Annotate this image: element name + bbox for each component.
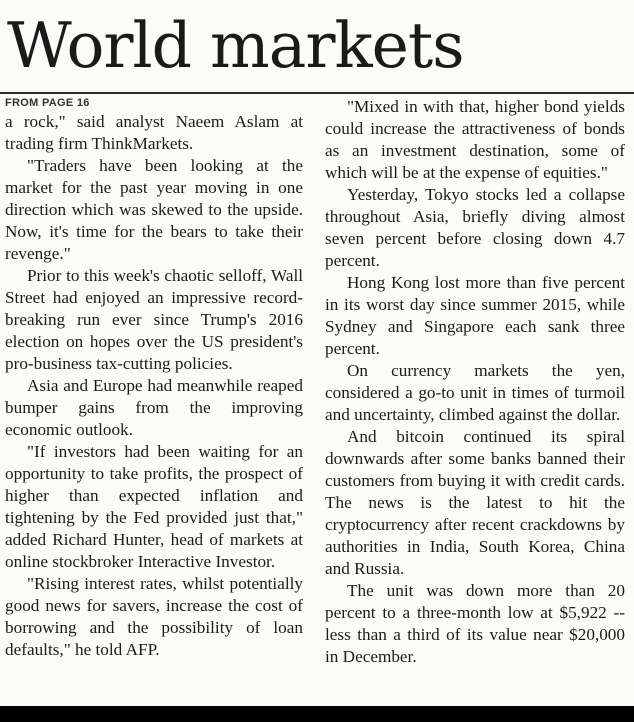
paragraph: The unit was down more than 20 percent to a three-month low at $5,922 -- less than a third of its value near $20,000 in December.: [325, 581, 625, 666]
headline-rule: [0, 92, 634, 94]
paragraph: Asia and Europe had meanwhile reaped bumper gains from the improving economic outlook.: [5, 376, 303, 439]
paragraph: Hong Kong lost more than five percent in its worst day since summer 2015, while Sydney and Singapore each sank three percent.: [325, 273, 625, 358]
headline: World markets: [7, 9, 464, 82]
paragraph: And bitcoin continued its spiral downwards after some banks banned their customers from buying it with credit cards. The news is the latest to hit the cryptocurrency after recent crackdowns by authorities in India, South Korea, China and Russia.: [325, 427, 625, 578]
paragraph: "Traders have been looking at the market for the past year moving in one direction which was skewed to the upside. Now, it's time for the bears to take their revenge.": [5, 156, 303, 263]
paragraph: a rock," said analyst Naeem Aslam at trading firm ThinkMarkets.: [5, 112, 303, 153]
article-column-left: [5, 96, 303, 661]
paragraph: "Mixed in with that, higher bond yields could increase the attractiveness of bonds as an investment destination, some of which will be at the expense of equities.": [325, 97, 625, 182]
paragraph: Prior to this week's chaotic selloff, Wall Street had enjoyed an impressive record-breaking run ever since Trump's 2016 election on hopes over the US president's pro-business tax-cutting policies.: [5, 266, 303, 373]
paragraph: "If investors had been waiting for an opportunity to take profits, the prospect of higher than expected inflation and tightening by the Fed provided just that," added Richard Hunter, head of markets at online stockbroker Interactive Investor.: [5, 442, 303, 571]
continuation-kicker: FROM PAGE 16: [5, 97, 90, 109]
paragraph: On currency markets the yen, considered a go-to unit in times of turmoil and uncertainty, climbed against the dollar.: [325, 361, 625, 424]
paragraph: Yesterday, Tokyo stocks led a collapse throughout Asia, briefly diving almost seven percent before closing down 4.7 percent.: [325, 185, 625, 270]
article-column-right: [325, 96, 625, 668]
paragraph: "Rising interest rates, whilst potentially good news for savers, increase the cost of borrowing and the possibility of loan defaults," he told AFP.: [5, 574, 303, 659]
